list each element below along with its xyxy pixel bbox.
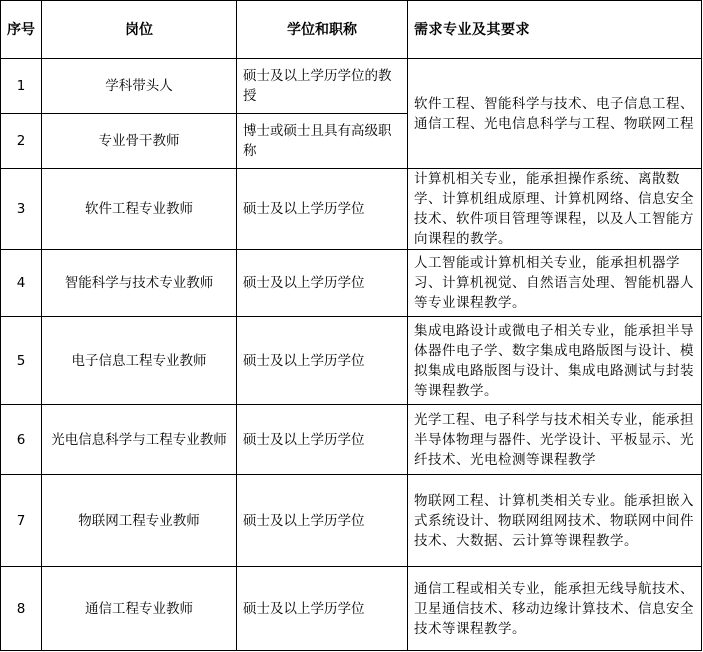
- row-degree: 硕士及以上学历学位: [237, 567, 408, 651]
- table-row: [1, 567, 702, 651]
- row-requirements: 集成电路设计或微电子相关专业，能承担半导体器件电子学、数字集成电路版图与设计、模拟集成电路版图与设计、集成电路测试与封装等课程教学。: [408, 317, 702, 405]
- row-position: 智能科学与技术专业教师: [42, 250, 237, 317]
- row-requirements: 计算机相关专业，能承担操作系统、离散数学、计算机组成原理、计算机网络、信息安全技术、软件项目管理等课程，以及人工智能方向课程的教学。: [408, 169, 702, 250]
- row-degree: 硕士及以上学历学位的教授: [237, 59, 408, 114]
- header-position: 岗位: [42, 1, 237, 59]
- row-no: 1: [1, 59, 42, 114]
- header-degree: 学位和职称: [237, 1, 408, 59]
- row-no: 4: [1, 250, 42, 317]
- row-requirements-merged: 软件工程、智能科学与技术、电子信息工程、通信工程、光电信息科学与工程、物联网工程: [408, 59, 702, 169]
- table-row: [1, 475, 702, 567]
- row-position: 专业骨干教师: [42, 114, 237, 169]
- row-no: 5: [1, 317, 42, 405]
- row-position: 电子信息工程专业教师: [42, 317, 237, 405]
- row-no: 6: [1, 405, 42, 475]
- row-no: 7: [1, 475, 42, 567]
- row-requirements: 光学工程、电子科学与技术相关专业，能承担半导体物理与器件、光学设计、平板显示、光纤技术、光电检测等课程教学: [408, 405, 702, 475]
- row-position: 物联网工程专业教师: [42, 475, 237, 567]
- table-row: [1, 169, 702, 250]
- row-no: 3: [1, 169, 42, 250]
- row-degree: 硕士及以上学历学位: [237, 405, 408, 475]
- row-position: 学科带头人: [42, 59, 237, 114]
- row-degree: 硕士及以上学历学位: [237, 317, 408, 405]
- row-no: 2: [1, 114, 42, 169]
- row-degree: 博士或硕士且具有高级职称: [237, 114, 408, 169]
- row-position: 通信工程专业教师: [42, 567, 237, 651]
- header-no: 序号: [1, 1, 42, 59]
- row-position: 光电信息科学与工程专业教师: [42, 405, 237, 475]
- table-row: [1, 405, 702, 475]
- row-no: 8: [1, 567, 42, 651]
- row-requirements: 人工智能或计算机相关专业，能承担机器学习、计算机视觉、自然语言处理、智能机器人等专业课程教学。: [408, 250, 702, 317]
- row-degree: 硕士及以上学历学位: [237, 475, 408, 567]
- table-header-row: [1, 1, 702, 59]
- table-row: [1, 59, 702, 114]
- row-position: 软件工程专业教师: [42, 169, 237, 250]
- row-requirements: 物联网工程、计算机类相关专业。能承担嵌入式系统设计、物联网组网技术、物联网中间件技术、大数据、云计算等课程教学。: [408, 475, 702, 567]
- table-row: [1, 317, 702, 405]
- table-row: [1, 250, 702, 317]
- header-requirements: 需求专业及其要求: [408, 1, 702, 59]
- row-requirements: 通信工程或相关专业，能承担无线导航技术、卫星通信技术、移动边缘计算技术、信息安全技术等课程教学。: [408, 567, 702, 651]
- row-degree: 硕士及以上学历学位: [237, 169, 408, 250]
- row-degree: 硕士及以上学历学位: [237, 250, 408, 317]
